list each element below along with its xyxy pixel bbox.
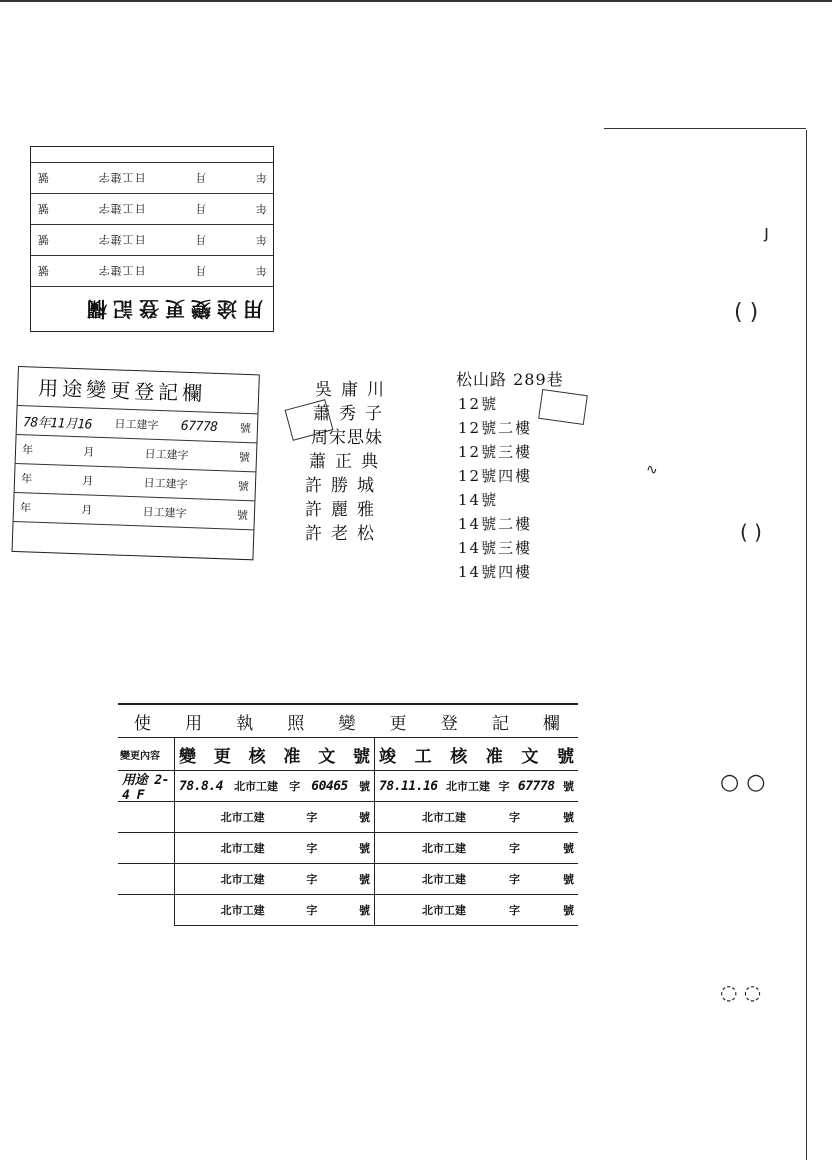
cell-content bbox=[118, 771, 174, 802]
cell-change bbox=[174, 833, 374, 864]
right-top-edge bbox=[604, 128, 806, 129]
stamp-month: 月 bbox=[194, 171, 207, 184]
stamp-month: 月 bbox=[194, 233, 207, 246]
handwritten-number: 67778 bbox=[180, 418, 218, 435]
scan-mark: ( ) bbox=[734, 300, 759, 325]
unit-address: 14號 bbox=[458, 491, 499, 509]
stamp-year: 年 bbox=[255, 202, 267, 215]
stamp-suffix: 號 bbox=[37, 171, 50, 184]
owner-name: 吳庸川 bbox=[315, 380, 393, 400]
header-char: 准 bbox=[283, 746, 301, 767]
stamp-month: 月 bbox=[81, 503, 93, 517]
cell-suffix: 號 bbox=[562, 780, 574, 793]
cell-mid: 字 bbox=[509, 842, 520, 855]
stamp-year: 年 bbox=[19, 501, 32, 515]
stamp-row bbox=[31, 193, 273, 224]
stamp-suffix: 號 bbox=[37, 264, 50, 277]
handwritten-number: 67778 bbox=[517, 778, 555, 794]
cell-prefix: 北市工建 bbox=[220, 811, 265, 824]
header-char: 竣 bbox=[379, 746, 396, 767]
scan-mark: ȷ bbox=[764, 222, 770, 243]
cell-suffix: 號 bbox=[358, 842, 370, 855]
owner-name: 蕭正典 bbox=[309, 452, 387, 472]
scan-mark: ∿ bbox=[646, 462, 658, 478]
cell-prefix: 北市工建 bbox=[422, 811, 466, 824]
title-char: 執 bbox=[236, 713, 256, 734]
stamp-year: 年 bbox=[255, 264, 267, 277]
cell-completion bbox=[374, 864, 578, 895]
stamp-suffix: 號 bbox=[37, 202, 50, 215]
stamp-row bbox=[31, 224, 273, 255]
title-char: 欄 bbox=[542, 713, 562, 734]
cell-prefix: 北市工建 bbox=[446, 780, 491, 793]
stamp-month: 月 bbox=[194, 264, 207, 277]
cell-prefix: 北市工建 bbox=[234, 780, 279, 793]
cell-prefix: 北市工建 bbox=[220, 904, 265, 917]
unit-address: 12號三樓 bbox=[458, 443, 533, 461]
cell-completion bbox=[374, 771, 578, 802]
cell-mid: 字 bbox=[498, 780, 510, 793]
table-grid bbox=[118, 738, 578, 926]
title-char: 登 bbox=[440, 713, 460, 734]
cell-content bbox=[118, 864, 174, 895]
scan-mark: ◌ ◌ bbox=[720, 980, 762, 1004]
cell-suffix: 號 bbox=[358, 780, 370, 793]
cell-mid: 字 bbox=[509, 904, 520, 917]
cell-suffix: 號 bbox=[563, 842, 574, 855]
cell-suffix: 號 bbox=[358, 811, 370, 824]
cell-suffix: 號 bbox=[358, 904, 370, 917]
stamp-title: 用途變更登記欄 bbox=[31, 286, 273, 331]
right-page-edge bbox=[806, 130, 807, 1160]
handwritten-date: 78年11月16 bbox=[22, 414, 93, 433]
cell-mid: 字 bbox=[306, 873, 318, 886]
cell-change bbox=[174, 802, 374, 833]
header-char: 文 bbox=[318, 746, 336, 767]
cell-suffix: 號 bbox=[563, 904, 574, 917]
stamp-prefix: 日工建字 bbox=[97, 264, 146, 277]
stamp-suffix: 號 bbox=[237, 479, 250, 494]
cell-prefix: 北市工建 bbox=[220, 842, 265, 855]
owner-name: 許老松 bbox=[305, 524, 383, 544]
cell-prefix: 北市工建 bbox=[422, 904, 466, 917]
header-content: 變更內容 bbox=[118, 738, 174, 771]
title-char: 照 bbox=[287, 713, 307, 734]
handwritten-date: 78.11.16 bbox=[379, 778, 438, 794]
handwritten-number: 60465 bbox=[311, 778, 348, 794]
owner-name: 許麗雅 bbox=[305, 500, 383, 520]
scan-mark: ○ ○ bbox=[720, 770, 766, 795]
header-char: 核 bbox=[450, 746, 468, 767]
stamp-prefix: 日工建字 bbox=[114, 417, 159, 432]
stamp-prefix: 日工建字 bbox=[97, 202, 146, 215]
cell-completion bbox=[374, 895, 578, 926]
handwritten-content: 用途 2-4 F bbox=[122, 773, 169, 803]
cell-mid: 字 bbox=[509, 873, 520, 886]
cell-prefix: 北市工建 bbox=[422, 873, 466, 886]
stamp-month: 月 bbox=[83, 445, 95, 459]
header-char: 號 bbox=[352, 746, 370, 767]
cell-content bbox=[118, 833, 174, 864]
cell-content bbox=[118, 895, 174, 925]
stamp-year: 年 bbox=[20, 472, 33, 486]
cell-suffix: 號 bbox=[563, 811, 574, 824]
owner-names-list bbox=[305, 378, 393, 546]
stamp-suffix: 號 bbox=[236, 508, 249, 523]
table-title bbox=[118, 703, 578, 738]
title-char: 變 bbox=[338, 713, 358, 734]
cell-suffix: 號 bbox=[563, 873, 574, 886]
title-char: 用 bbox=[185, 713, 205, 734]
header-char: 准 bbox=[485, 746, 503, 767]
owner-name: 蕭秀子 bbox=[313, 404, 391, 424]
cell-prefix: 北市工建 bbox=[220, 873, 265, 886]
stamp-row bbox=[31, 255, 273, 286]
unit-address: 12號 bbox=[458, 395, 499, 413]
title-char: 更 bbox=[389, 713, 409, 734]
stamp-month: 月 bbox=[194, 202, 207, 215]
cell-completion bbox=[374, 802, 578, 833]
unit-address: 12號四樓 bbox=[458, 467, 533, 485]
stamp-year: 年 bbox=[255, 171, 267, 184]
header-char: 工 bbox=[414, 746, 432, 767]
address-list bbox=[456, 368, 564, 584]
header-completion-approval bbox=[374, 738, 578, 771]
stamp-suffix: 號 bbox=[238, 450, 251, 465]
unit-address: 14號四樓 bbox=[458, 563, 533, 581]
cell-prefix: 北市工建 bbox=[422, 842, 466, 855]
cell-change bbox=[174, 864, 374, 895]
scan-mark: ( ) bbox=[740, 520, 762, 544]
stamp-row bbox=[31, 162, 273, 193]
stamp-year: 年 bbox=[255, 233, 267, 246]
stamp-prefix: 日工建字 bbox=[144, 447, 189, 463]
owner-name: 周宋思妹 bbox=[311, 428, 383, 448]
header-change-approval bbox=[174, 738, 374, 771]
stamp-suffix: 號 bbox=[37, 233, 50, 246]
cell-suffix: 號 bbox=[358, 873, 370, 886]
stamp-month: 月 bbox=[82, 474, 94, 488]
cell-change bbox=[174, 771, 374, 802]
cell-mid: 字 bbox=[289, 780, 301, 793]
header-char: 文 bbox=[521, 746, 539, 767]
street-address: 松山路 289巷 bbox=[456, 370, 564, 389]
cell-mid: 字 bbox=[306, 842, 318, 855]
stamp-prefix: 日工建字 bbox=[97, 171, 146, 184]
stamp-usage-change-upside-down bbox=[30, 146, 274, 332]
unit-address: 14號二樓 bbox=[458, 515, 533, 533]
stamp-prefix: 日工建字 bbox=[142, 505, 187, 520]
cell-change bbox=[174, 895, 374, 926]
cell-mid: 字 bbox=[306, 904, 318, 917]
cell-completion bbox=[374, 833, 578, 864]
stamp-suffix: 號 bbox=[239, 421, 252, 436]
stamp-prefix: 日工建字 bbox=[97, 233, 146, 246]
owner-name: 許勝城 bbox=[305, 476, 383, 496]
top-scan-edge bbox=[0, 0, 832, 2]
title-char: 記 bbox=[491, 713, 511, 734]
title-char: 使 bbox=[134, 713, 154, 734]
header-char: 更 bbox=[213, 746, 231, 767]
cell-mid: 字 bbox=[509, 811, 520, 824]
stamp-title: 用途變更登記欄 bbox=[18, 367, 259, 414]
unit-address: 14號三樓 bbox=[458, 539, 533, 557]
stamp-year: 年 bbox=[21, 443, 34, 457]
cell-mid: 字 bbox=[306, 811, 318, 824]
handwritten-date: 78.8.4 bbox=[179, 778, 223, 794]
header-char: 核 bbox=[248, 746, 266, 767]
stamp-usage-change bbox=[12, 366, 260, 560]
license-change-table bbox=[118, 703, 578, 926]
unit-address: 12號二樓 bbox=[458, 419, 533, 437]
header-char: 變 bbox=[179, 746, 196, 767]
header-char: 號 bbox=[556, 746, 574, 767]
stamp-prefix: 日工建字 bbox=[143, 476, 188, 491]
cell-content bbox=[118, 802, 174, 833]
